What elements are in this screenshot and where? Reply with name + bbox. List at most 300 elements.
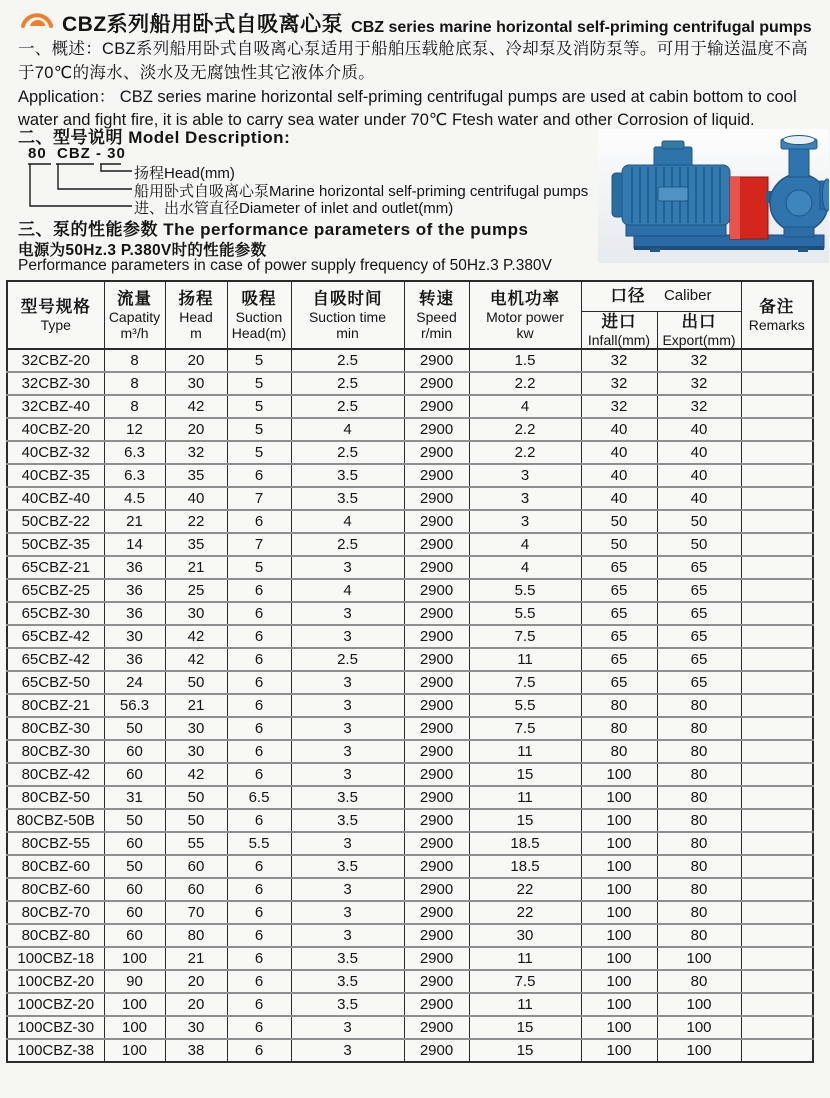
export-cell: 80 (657, 855, 741, 878)
model-cell: 65CBZ-42 (7, 648, 104, 671)
head-cell: 21 (165, 947, 227, 970)
infall-cell: 80 (581, 740, 657, 763)
suction-cell: 5 (227, 441, 291, 464)
col-header-speed-zh: 转速 (419, 289, 454, 308)
capacity-cell: 24 (104, 671, 165, 694)
capacity-cell: 36 (104, 579, 165, 602)
export-cell: 65 (657, 579, 741, 602)
infall-cell: 100 (581, 970, 657, 993)
head-cell: 35 (165, 464, 227, 487)
head-cell: 35 (165, 533, 227, 556)
remarks-cell (741, 510, 813, 533)
suction-cell: 6.5 (227, 786, 291, 809)
speed-cell: 2900 (404, 1039, 469, 1062)
col-header-head-en: Head (179, 308, 213, 325)
capacity-cell: 30 (104, 625, 165, 648)
col-header-export (657, 311, 741, 349)
capacity-cell: 14 (104, 533, 165, 556)
capacity-cell: 100 (104, 993, 165, 1016)
export-cell: 80 (657, 786, 741, 809)
col-header-head (165, 281, 227, 349)
motor-power-cell: 2.2 (469, 372, 581, 395)
model-cell: 40CBZ-35 (7, 464, 104, 487)
motor-power-cell: 22 (469, 878, 581, 901)
suction-cell: 6 (227, 901, 291, 924)
remarks-cell (741, 694, 813, 717)
suction-cell: 5 (227, 418, 291, 441)
suction-time-cell: 3.5 (291, 464, 404, 487)
table-row (7, 786, 813, 809)
model-cell: 80CBZ-80 (7, 924, 104, 947)
suction-time-cell: 2.5 (291, 648, 404, 671)
speed-cell: 2900 (404, 533, 469, 556)
col-header-head-zh: 扬程 (178, 289, 214, 308)
export-cell: 80 (657, 878, 741, 901)
suction-cell: 6 (227, 740, 291, 763)
head-cell: 50 (165, 786, 227, 809)
suction-cell: 6 (227, 510, 291, 533)
speed-cell: 2900 (404, 878, 469, 901)
table-row (7, 947, 813, 970)
infall-cell: 40 (581, 487, 657, 510)
remarks-cell (741, 441, 813, 464)
table-row (7, 395, 813, 418)
speed-cell: 2900 (404, 855, 469, 878)
suction-time-cell: 3 (291, 1039, 404, 1062)
infall-cell: 100 (581, 855, 657, 878)
infall-cell: 100 (581, 809, 657, 832)
table-row (7, 556, 813, 579)
export-cell: 32 (657, 395, 741, 418)
suction-cell: 6 (227, 694, 291, 717)
remarks-cell (741, 970, 813, 993)
export-cell: 50 (657, 510, 741, 533)
suction-cell: 6 (227, 717, 291, 740)
suction-cell: 6 (227, 970, 291, 993)
suction-cell: 6 (227, 947, 291, 970)
infall-cell: 100 (581, 947, 657, 970)
head-cell: 30 (165, 740, 227, 763)
infall-cell: 32 (581, 372, 657, 395)
remarks-cell (741, 924, 813, 947)
suction-time-cell: 3 (291, 740, 404, 763)
capacity-cell: 8 (104, 372, 165, 395)
motor-power-cell: 4 (469, 395, 581, 418)
motor-power-cell: 15 (469, 809, 581, 832)
model-cell: 80CBZ-30 (7, 740, 104, 763)
capacity-cell: 6.3 (104, 464, 165, 487)
head-cell: 32 (165, 441, 227, 464)
suction-time-cell: 3 (291, 556, 404, 579)
capacity-cell: 60 (104, 924, 165, 947)
head-cell: 50 (165, 671, 227, 694)
capacity-cell: 21 (104, 510, 165, 533)
table-row (7, 970, 813, 993)
capacity-cell: 100 (104, 947, 165, 970)
speed-cell: 2900 (404, 625, 469, 648)
head-cell: 55 (165, 832, 227, 855)
speed-cell: 2900 (404, 947, 469, 970)
model-cell: 100CBZ-20 (7, 970, 104, 993)
col-header-caliber-en: Caliber (663, 287, 712, 305)
export-cell: 80 (657, 832, 741, 855)
export-cell: 80 (657, 694, 741, 717)
suction-time-cell: 3.5 (291, 947, 404, 970)
suction-time-cell: 3 (291, 717, 404, 740)
page-header (20, 7, 812, 38)
model-label-head: 扬程Head(mm) (134, 165, 235, 182)
suction-time-cell: 3 (291, 671, 404, 694)
col-header-infall-zh: 进口 (601, 312, 637, 331)
remarks-cell (741, 1016, 813, 1039)
speed-cell: 2900 (404, 740, 469, 763)
motor-power-cell: 18.5 (469, 832, 581, 855)
model-cell: 50CBZ-35 (7, 533, 104, 556)
model-cell: 100CBZ-38 (7, 1039, 104, 1062)
model-cell: 40CBZ-32 (7, 441, 104, 464)
capacity-cell: 12 (104, 418, 165, 441)
suction-time-cell: 3 (291, 625, 404, 648)
suction-cell: 6 (227, 579, 291, 602)
col-header-type (7, 281, 104, 349)
suction-time-cell: 4 (291, 418, 404, 441)
suction-cell: 6 (227, 1016, 291, 1039)
model-cell: 100CBZ-18 (7, 947, 104, 970)
export-cell: 80 (657, 901, 741, 924)
suction-cell: 6 (227, 625, 291, 648)
infall-cell: 32 (581, 395, 657, 418)
model-cell: 80CBZ-50B (7, 809, 104, 832)
remarks-cell (741, 418, 813, 441)
motor-power-cell: 1.5 (469, 349, 581, 372)
suction-cell: 6 (227, 993, 291, 1016)
head-cell: 60 (165, 878, 227, 901)
model-cell: 80CBZ-50 (7, 786, 104, 809)
suction-time-cell: 3 (291, 763, 404, 786)
table-row (7, 878, 813, 901)
motor-power-cell: 7.5 (469, 717, 581, 740)
table-row (7, 487, 813, 510)
remarks-cell (741, 556, 813, 579)
col-header-caliber-zh: 口径 (610, 287, 646, 306)
remarks-cell (741, 579, 813, 602)
infall-cell: 100 (581, 763, 657, 786)
col-header-capacity (104, 281, 165, 349)
col-header-caliber-group (581, 281, 741, 311)
head-cell: 80 (165, 924, 227, 947)
speed-cell: 2900 (404, 901, 469, 924)
suction-cell: 6 (227, 763, 291, 786)
remarks-cell (741, 533, 813, 556)
motor-power-cell: 2.2 (469, 418, 581, 441)
col-header-motor-power-en: Motor power (486, 308, 564, 325)
motor-power-cell: 3 (469, 510, 581, 533)
motor-power-cell: 15 (469, 1016, 581, 1039)
speed-cell: 2900 (404, 694, 469, 717)
suction-cell: 6 (227, 464, 291, 487)
model-cell: 80CBZ-42 (7, 763, 104, 786)
col-header-capacity-zh: 流量 (117, 289, 152, 308)
motor-power-cell: 4 (469, 556, 581, 579)
table-row (7, 648, 813, 671)
speed-cell: 2900 (404, 671, 469, 694)
motor-power-cell: 11 (469, 648, 581, 671)
infall-cell: 65 (581, 648, 657, 671)
infall-cell: 65 (581, 579, 657, 602)
motor-power-cell: 3 (469, 464, 581, 487)
speed-cell: 2900 (404, 717, 469, 740)
infall-cell: 80 (581, 717, 657, 740)
table-row (7, 533, 813, 556)
infall-cell: 100 (581, 901, 657, 924)
table-row (7, 1039, 813, 1062)
remarks-cell (741, 740, 813, 763)
table-row (7, 924, 813, 947)
page-title-zh: CBZ系列船用卧式自吸离心泵 (62, 13, 344, 36)
infall-cell: 65 (581, 625, 657, 648)
export-cell: 40 (657, 441, 741, 464)
speed-cell: 2900 (404, 763, 469, 786)
speed-cell: 2900 (404, 418, 469, 441)
performance-table-body (7, 349, 813, 1062)
capacity-cell: 60 (104, 878, 165, 901)
speed-cell: 2900 (404, 924, 469, 947)
motor-power-cell: 11 (469, 740, 581, 763)
remarks-cell (741, 993, 813, 1016)
model-cell: 32CBZ-30 (7, 372, 104, 395)
export-cell: 80 (657, 970, 741, 993)
speed-cell: 2900 (404, 648, 469, 671)
motor-power-cell: 5.5 (469, 579, 581, 602)
suction-time-cell: 3.5 (291, 970, 404, 993)
speed-cell: 2900 (404, 556, 469, 579)
infall-cell: 65 (581, 602, 657, 625)
remarks-cell (741, 1039, 813, 1062)
export-cell: 50 (657, 533, 741, 556)
table-row (7, 717, 813, 740)
capacity-cell: 60 (104, 901, 165, 924)
model-cell: 65CBZ-50 (7, 671, 104, 694)
col-header-remarks (741, 281, 813, 349)
infall-cell: 100 (581, 832, 657, 855)
col-header-suction-time-zh: 自吸时间 (312, 289, 383, 308)
table-row (7, 740, 813, 763)
model-code: 80 CBZ - 30 (28, 145, 126, 162)
suction-time-cell: 2.5 (291, 395, 404, 418)
model-cell: 80CBZ-60 (7, 855, 104, 878)
remarks-cell (741, 717, 813, 740)
head-cell: 30 (165, 717, 227, 740)
motor-power-cell: 2.2 (469, 441, 581, 464)
col-header-infall (581, 311, 657, 349)
col-header-capacity-en: Capatity (108, 308, 161, 325)
speed-cell: 2900 (404, 372, 469, 395)
infall-cell: 100 (581, 1016, 657, 1039)
remarks-cell (741, 901, 813, 924)
speed-cell: 2900 (404, 395, 469, 418)
suction-time-cell: 3.5 (291, 993, 404, 1016)
table-row (7, 1016, 813, 1039)
motor-power-cell: 11 (469, 947, 581, 970)
model-cell: 65CBZ-21 (7, 556, 104, 579)
suction-time-cell: 3.5 (291, 786, 404, 809)
infall-cell: 100 (581, 786, 657, 809)
capacity-cell: 56.3 (104, 694, 165, 717)
capacity-cell: 100 (104, 1039, 165, 1062)
infall-cell: 40 (581, 418, 657, 441)
head-cell: 22 (165, 510, 227, 533)
head-cell: 40 (165, 487, 227, 510)
model-cell: 80CBZ-30 (7, 717, 104, 740)
col-header-suction-time-en: Suction time (308, 308, 387, 325)
speed-cell: 2900 (404, 993, 469, 1016)
model-cell: 100CBZ-20 (7, 993, 104, 1016)
suction-time-cell: 3 (291, 924, 404, 947)
col-header-suction-unit: Head(m) (231, 324, 287, 341)
col-header-speed-en: Speed (416, 308, 457, 325)
model-cell: 32CBZ-20 (7, 349, 104, 372)
head-cell: 42 (165, 648, 227, 671)
suction-time-cell: 3 (291, 832, 404, 855)
table-row (7, 993, 813, 1016)
remarks-cell (741, 947, 813, 970)
performance-section-heading: 三、泵的性能参数 The performance parameters of the pumps (18, 220, 529, 239)
motor-power-cell: 11 (469, 993, 581, 1016)
arc-logo-icon (20, 9, 54, 40)
suction-time-cell: 3.5 (291, 487, 404, 510)
table-row (7, 349, 813, 372)
export-cell: 32 (657, 349, 741, 372)
head-cell: 21 (165, 694, 227, 717)
motor-power-cell: 18.5 (469, 855, 581, 878)
model-cell: 80CBZ-60 (7, 878, 104, 901)
capacity-cell: 36 (104, 556, 165, 579)
model-label-pump-type: 船用卧式自吸离心泵Marine horizontal self-priming centrifugal pumps (134, 183, 589, 200)
overview-paragraph-en: Application： CBZ series marine horizontal self-priming centrifugal pumps are used at cabin bottom to cool water and fight fire, it is able to carry sea water under 70℃ Ftesh water and other Corrosion of liquid. (18, 88, 797, 129)
capacity-cell: 6.3 (104, 441, 165, 464)
head-cell: 30 (165, 372, 227, 395)
table-row (7, 832, 813, 855)
speed-cell: 2900 (404, 602, 469, 625)
model-cell: 40CBZ-40 (7, 487, 104, 510)
capacity-cell: 36 (104, 648, 165, 671)
suction-time-cell: 2.5 (291, 349, 404, 372)
infall-cell: 65 (581, 671, 657, 694)
table-row (7, 441, 813, 464)
head-cell: 50 (165, 809, 227, 832)
col-header-remarks-zh: 备注 (759, 297, 795, 316)
motor-power-cell: 22 (469, 901, 581, 924)
model-cell: 65CBZ-25 (7, 579, 104, 602)
export-cell: 40 (657, 464, 741, 487)
col-header-speed (404, 281, 469, 349)
export-cell: 65 (657, 671, 741, 694)
head-cell: 20 (165, 418, 227, 441)
head-cell: 30 (165, 1016, 227, 1039)
table-row (7, 602, 813, 625)
capacity-cell: 60 (104, 832, 165, 855)
col-header-capacity-unit: m³/h (120, 324, 149, 341)
suction-cell: 7 (227, 533, 291, 556)
suction-cell: 5 (227, 349, 291, 372)
remarks-cell (741, 763, 813, 786)
remarks-cell (741, 878, 813, 901)
motor-power-cell: 15 (469, 763, 581, 786)
capacity-cell: 100 (104, 1016, 165, 1039)
model-cell: 65CBZ-42 (7, 625, 104, 648)
remarks-cell (741, 855, 813, 878)
table-row (7, 464, 813, 487)
remarks-cell (741, 372, 813, 395)
remarks-cell (741, 487, 813, 510)
motor-power-cell: 11 (469, 786, 581, 809)
head-cell: 21 (165, 556, 227, 579)
export-cell: 65 (657, 625, 741, 648)
suction-cell: 5 (227, 372, 291, 395)
capacity-cell: 60 (104, 763, 165, 786)
export-cell: 65 (657, 602, 741, 625)
head-cell: 20 (165, 993, 227, 1016)
col-header-motor-power-unit: kw (516, 324, 534, 341)
export-cell: 100 (657, 1039, 741, 1062)
capacity-cell: 50 (104, 717, 165, 740)
export-cell: 65 (657, 556, 741, 579)
suction-time-cell: 3 (291, 1016, 404, 1039)
motor-power-cell: 7.5 (469, 625, 581, 648)
infall-cell: 50 (581, 533, 657, 556)
speed-cell: 2900 (404, 1016, 469, 1039)
table-row (7, 418, 813, 441)
head-cell: 70 (165, 901, 227, 924)
performance-table (6, 280, 814, 1063)
suction-time-cell: 3 (291, 602, 404, 625)
export-cell: 100 (657, 993, 741, 1016)
motor-power-cell: 5.5 (469, 694, 581, 717)
suction-cell: 6 (227, 602, 291, 625)
speed-cell: 2900 (404, 786, 469, 809)
capacity-cell: 50 (104, 855, 165, 878)
model-section-heading: 二、型号说明 Model Description: (18, 128, 291, 147)
suction-cell: 6 (227, 855, 291, 878)
export-cell: 65 (657, 648, 741, 671)
infall-cell: 50 (581, 510, 657, 533)
remarks-cell (741, 671, 813, 694)
infall-cell: 80 (581, 694, 657, 717)
speed-cell: 2900 (404, 487, 469, 510)
col-header-infall-en: Infall(mm) (587, 331, 651, 348)
export-cell: 40 (657, 418, 741, 441)
motor-power-cell: 5.5 (469, 602, 581, 625)
suction-time-cell: 3.5 (291, 855, 404, 878)
capacity-cell: 90 (104, 970, 165, 993)
model-diagram-lines (20, 140, 134, 212)
col-header-suction-time-unit: min (336, 324, 359, 341)
export-cell: 80 (657, 740, 741, 763)
motor-power-cell: 15 (469, 1039, 581, 1062)
remarks-cell (741, 602, 813, 625)
remarks-cell (741, 786, 813, 809)
suction-time-cell: 2.5 (291, 372, 404, 395)
pump-photo (598, 129, 829, 263)
col-header-suction (227, 281, 291, 349)
model-label-diameter: 进、出水管直径Diameter of inlet and outlet(mm) (134, 200, 454, 217)
export-cell: 80 (657, 763, 741, 786)
remarks-cell (741, 832, 813, 855)
infall-cell: 100 (581, 924, 657, 947)
col-header-speed-unit: r/min (420, 324, 453, 341)
speed-cell: 2900 (404, 510, 469, 533)
suction-time-cell: 3 (291, 901, 404, 924)
